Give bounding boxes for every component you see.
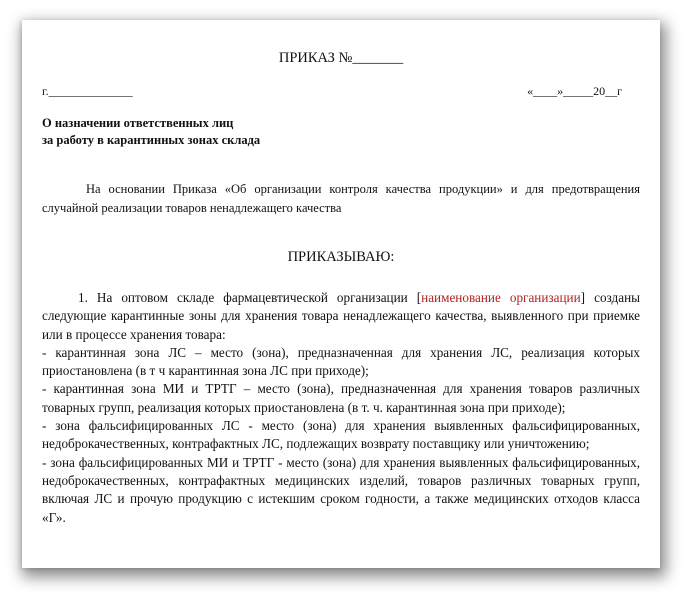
city-field: г.______________ [42,84,133,98]
zone-item: - зона фальсифицированных ЛС - место (зона) для хранения выявленных фальсифицированных, недоброкачественных, контрафактных ЛС, подлежащих возврату поставщику или уничтожению; [42,418,640,452]
item-1-paragraph [42,289,640,344]
organization-placeholder: наименование организации [421,290,581,305]
subject-line-1: О назначении ответственных лиц [42,116,234,130]
zone-item: - зона фальсифицированных МИ и ТРТГ - место (зона) для хранения выявленных фальсифицированных, недоброкачественных, контрафактных медицинских изделий, товаров различных товарных групп, включая ЛС и прочую продукцию с истекшим сроком годности, а также медицинских отходов класса «Г». [42,454,640,525]
subject-line-2: за работу в карантинных зонах склада [42,133,261,147]
order-word: ПРИКАЗЫВАЮ: [287,249,395,265]
order-body [42,289,640,527]
order-title: ПРИКАЗ №_______ [278,50,404,66]
zone-item: - карантинная зона МИ и ТРТГ – место (зона), предназначенная для хранения товаров различных товарных групп, реализация которых приостановлена (в т. ч. карантинная зона при приходе); [42,381,640,415]
item-1-end: ] созданы следующие карантинные зоны для хранения товара ненадлежащего качества, выявленного при приемке или в процессе хранения товара: [42,290,640,342]
document-page [22,20,660,568]
zone-item: - карантинная зона ЛС – место (зона), предназначенная для хранения ЛС, реализация которых приостановлена (в т ч карантинная зона ЛС при приходе); [42,344,640,379]
order-subject [42,115,640,149]
date-field: «____»_____20__г [527,84,622,98]
basis-paragraph: На основании Приказа «Об организации контроля качества продукции» и для предотвращения случайной реализации товаров ненадлежащего качества [42,182,640,215]
item-1-start: 1. На оптовом складе фармацевтической организации [ [78,290,422,305]
